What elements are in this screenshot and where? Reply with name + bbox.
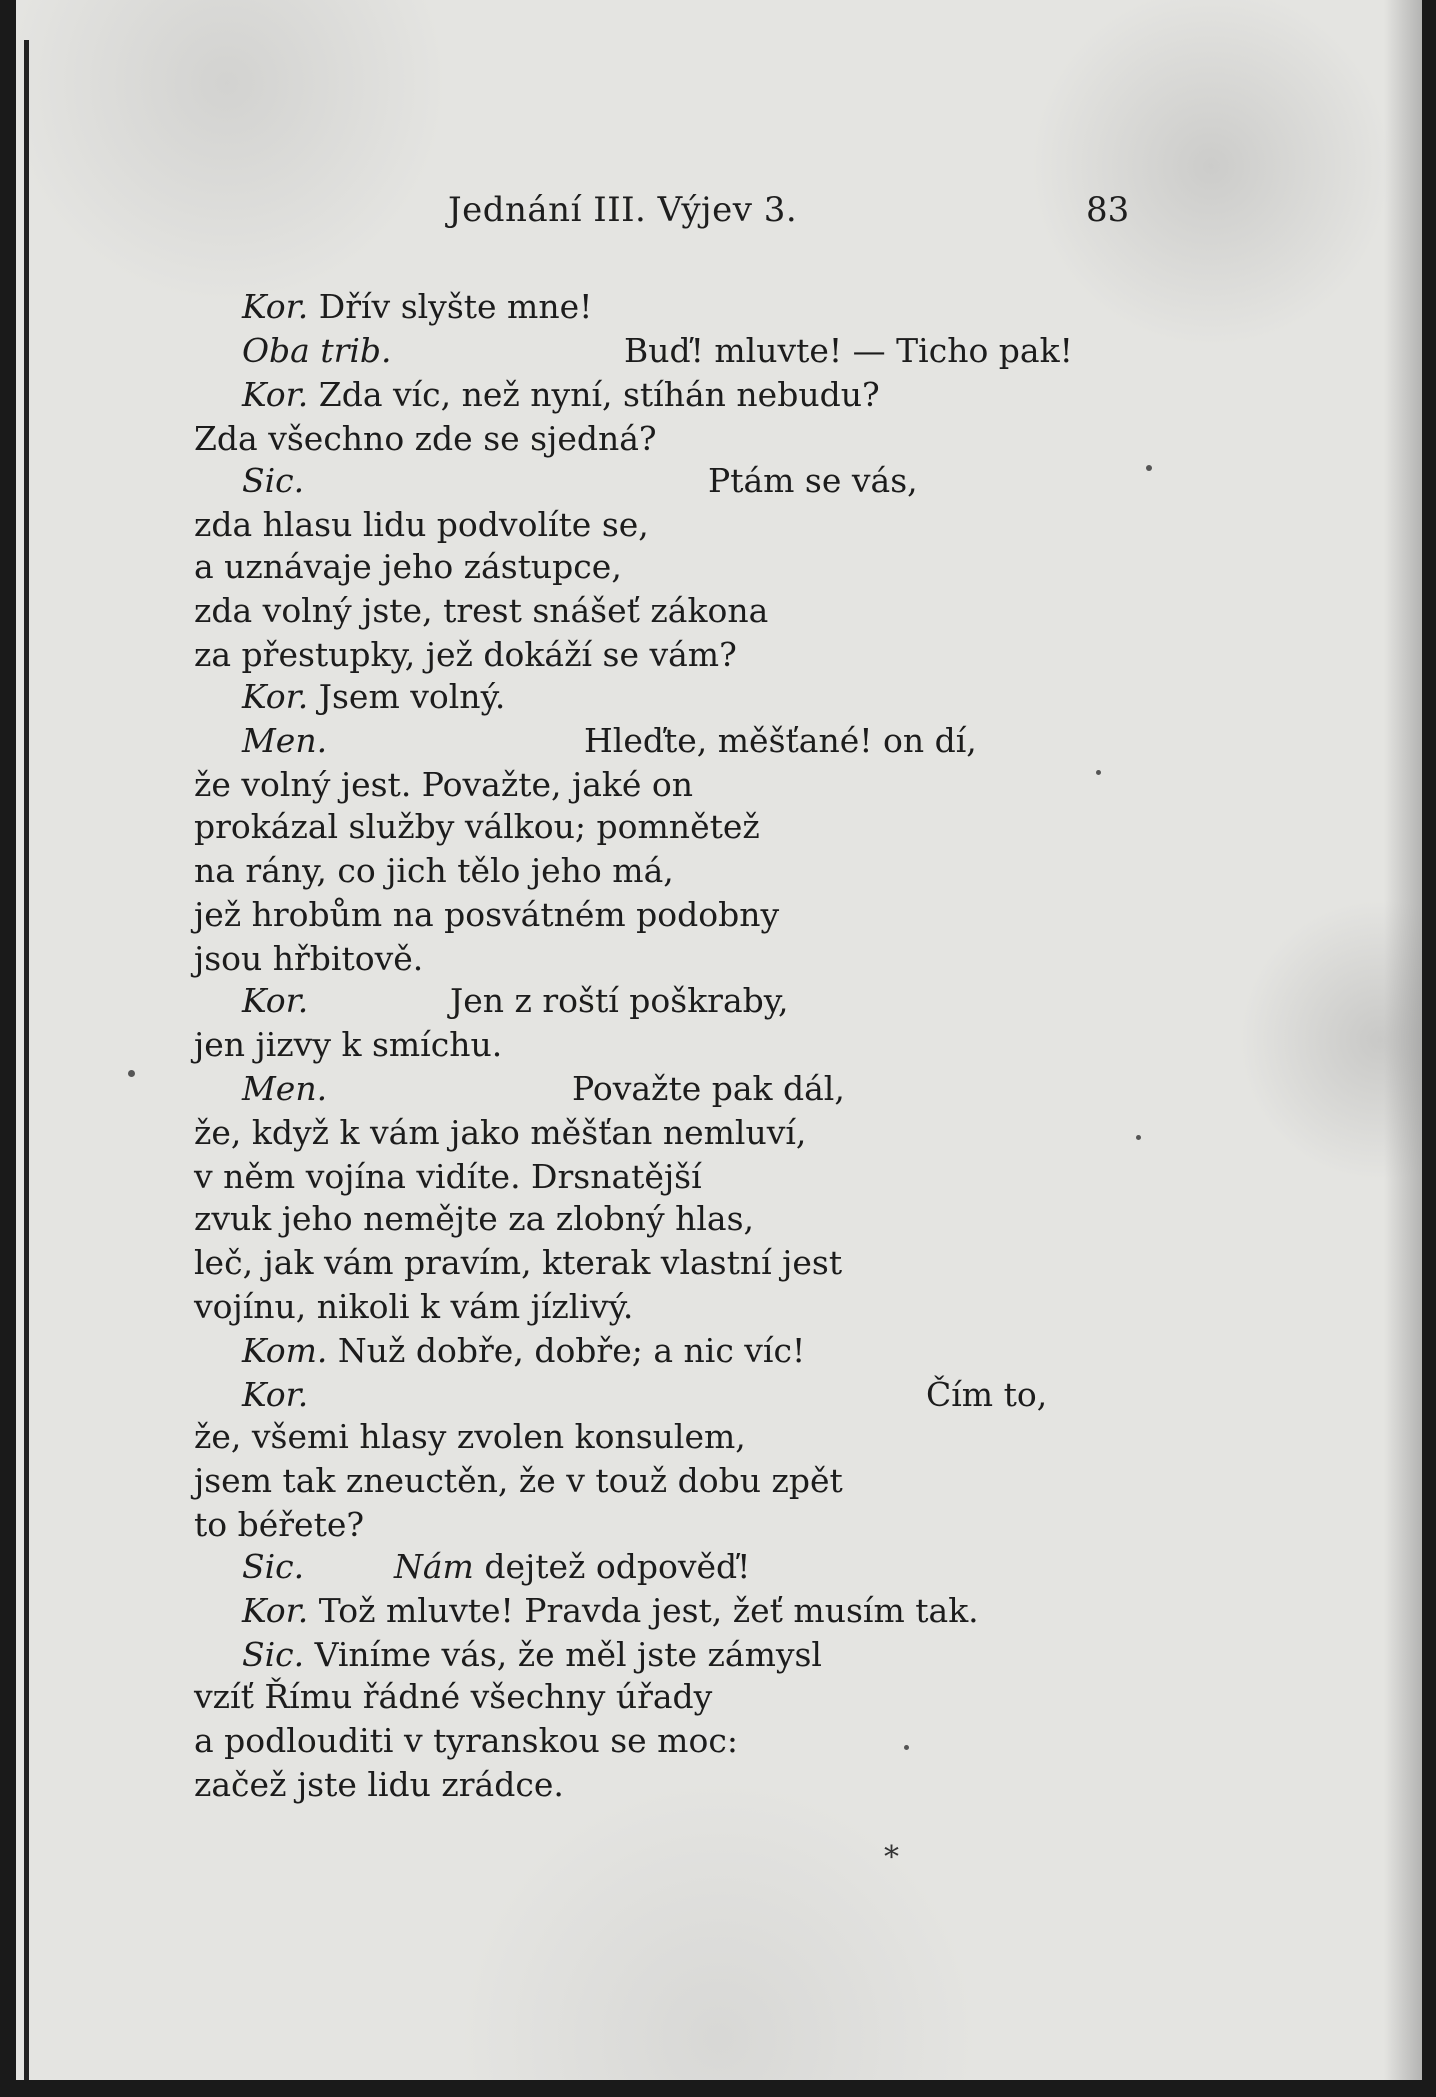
line-text: a podlouditi v tyranskou se moc: xyxy=(194,1721,738,1760)
line-continuation: Jen z roští poškraby, xyxy=(450,981,789,1020)
verse-line xyxy=(194,1199,755,1238)
verse-line xyxy=(194,547,622,586)
footer-asterisk: * xyxy=(884,1840,899,1875)
running-title: Jednání III. Výjev 3. xyxy=(448,190,798,230)
speaker-label: Oba trib. xyxy=(242,331,392,370)
verse-line xyxy=(194,765,694,804)
line-continuation: Hleďte, měšťané! on dí, xyxy=(584,721,977,760)
speaker-label: Kor. xyxy=(242,375,309,414)
line-text: Dřív slyšte mne! xyxy=(308,287,593,326)
speck xyxy=(1146,465,1152,471)
line-text: a uznávaje jeho zástupce, xyxy=(194,547,622,586)
verse-line xyxy=(242,1635,822,1674)
line-text: že, všemi hlasy zvolen konsulem, xyxy=(194,1417,746,1456)
line-text: Zda víc, než nyní, stíhán nebudu? xyxy=(308,375,880,414)
binding-edge xyxy=(24,40,29,2080)
verse-line xyxy=(242,677,506,716)
speaker-label: Men. xyxy=(242,721,328,760)
verse-line xyxy=(242,1331,806,1370)
verse-line xyxy=(194,1417,746,1456)
verse-line xyxy=(194,505,649,544)
speaker-label: Kor. xyxy=(242,287,309,326)
speck xyxy=(1096,770,1101,775)
verse-line xyxy=(194,419,657,458)
speaker-label: Kor. xyxy=(242,1375,309,1414)
line-text: jsou hřbitově. xyxy=(194,939,424,978)
verse-line xyxy=(242,1069,328,1108)
line-text: Zda všechno zde se sjedná? xyxy=(194,419,657,458)
verse-line xyxy=(194,1243,843,1282)
speaker-label: Kor. xyxy=(242,677,309,716)
line-text: jsem tak zneuctěn, že v touž dobu zpět xyxy=(194,1461,843,1500)
line-text: jen jizvy k smíchu. xyxy=(194,1025,503,1064)
speaker-label: Kor. xyxy=(242,981,309,1020)
speck xyxy=(1136,1135,1141,1140)
verse-line xyxy=(242,1547,305,1586)
line-text: jež hrobům na posvátném podobny xyxy=(194,895,780,934)
verse-line xyxy=(194,635,737,674)
speck xyxy=(904,1745,909,1750)
verse-line xyxy=(194,807,760,846)
line-text: zda volný jste, trest snášeť zákona xyxy=(194,591,769,630)
speaker-label: Sic. xyxy=(242,1635,305,1674)
line-text: na rány, co jich tělo jeho má, xyxy=(194,851,674,890)
verse-line xyxy=(194,591,769,630)
line-text: za přestupky, jež dokáží se vám? xyxy=(194,635,737,674)
line-text: vojínu, nikoli k vám jízlivý. xyxy=(194,1287,634,1326)
speaker-label: Kor. xyxy=(242,1591,309,1630)
line-text: začež jste lidu zrádce. xyxy=(194,1765,564,1804)
line-text: vzíť Římu řádné všechny úřady xyxy=(194,1677,713,1716)
line-continuation: Čím to, xyxy=(926,1375,1048,1414)
line-text: prokázal služby válkou; pomnětež xyxy=(194,807,760,846)
line-text: zda hlasu lidu podvolíte se, xyxy=(194,505,649,544)
verse-line xyxy=(194,1721,738,1760)
verse-line xyxy=(194,939,424,978)
verse-line xyxy=(242,981,309,1020)
verse-line xyxy=(242,1375,309,1414)
line-text: Tož mluvte! Pravda jest, žeť musím tak. xyxy=(308,1591,979,1630)
speaker-label: Kom. xyxy=(242,1331,328,1370)
line-continuation: Ptám se vás, xyxy=(708,461,918,500)
line-text: to béřete? xyxy=(194,1505,365,1544)
verse-line xyxy=(194,1287,634,1326)
verse-line xyxy=(194,1157,702,1196)
verse-line xyxy=(194,1677,713,1716)
verse-line xyxy=(194,1025,503,1064)
verse-line xyxy=(194,1505,365,1544)
line-continuation: Považte pak dál, xyxy=(572,1069,845,1108)
verse-line xyxy=(194,895,780,934)
line-continuation: Buď! mluvte! — Ticho pak! xyxy=(624,331,1073,370)
line-text: leč, jak vám pravím, kterak vlastní jest xyxy=(194,1243,843,1282)
verse-line xyxy=(242,375,880,414)
speck xyxy=(128,1070,135,1077)
scanned-page xyxy=(16,0,1422,2080)
verse-line xyxy=(242,331,392,370)
verse-line xyxy=(242,1591,979,1630)
verse-line xyxy=(194,1461,843,1500)
speaker-label: Sic. xyxy=(242,461,305,500)
verse-line xyxy=(194,1113,807,1152)
line-text: Viníme vás, že měl jste zámysl xyxy=(304,1635,822,1674)
verse-line xyxy=(194,851,674,890)
verse-line xyxy=(242,461,305,500)
line-text: Jsem volný. xyxy=(308,677,506,716)
verse-line xyxy=(194,1765,564,1804)
line-text: že volný jest. Považte, jaké on xyxy=(194,765,694,804)
line-text: Nuž dobře, dobře; a nic víc! xyxy=(327,1331,806,1370)
verse-line xyxy=(242,287,593,326)
line-text: v něm vojína vidíte. Drsnatější xyxy=(194,1157,702,1196)
speaker-label: Men. xyxy=(242,1069,328,1108)
line-continuation: Nám dejtež odpověď! xyxy=(394,1547,751,1586)
speaker-label: Sic. xyxy=(242,1547,305,1586)
line-text: zvuk jeho nemějte za zlobný hlas, xyxy=(194,1199,755,1238)
verse-line xyxy=(242,721,328,760)
page-edge-shadow xyxy=(1384,0,1422,2080)
line-text: že, když k vám jako měšťan nemluví, xyxy=(194,1113,807,1152)
page-number: 83 xyxy=(1086,190,1130,230)
